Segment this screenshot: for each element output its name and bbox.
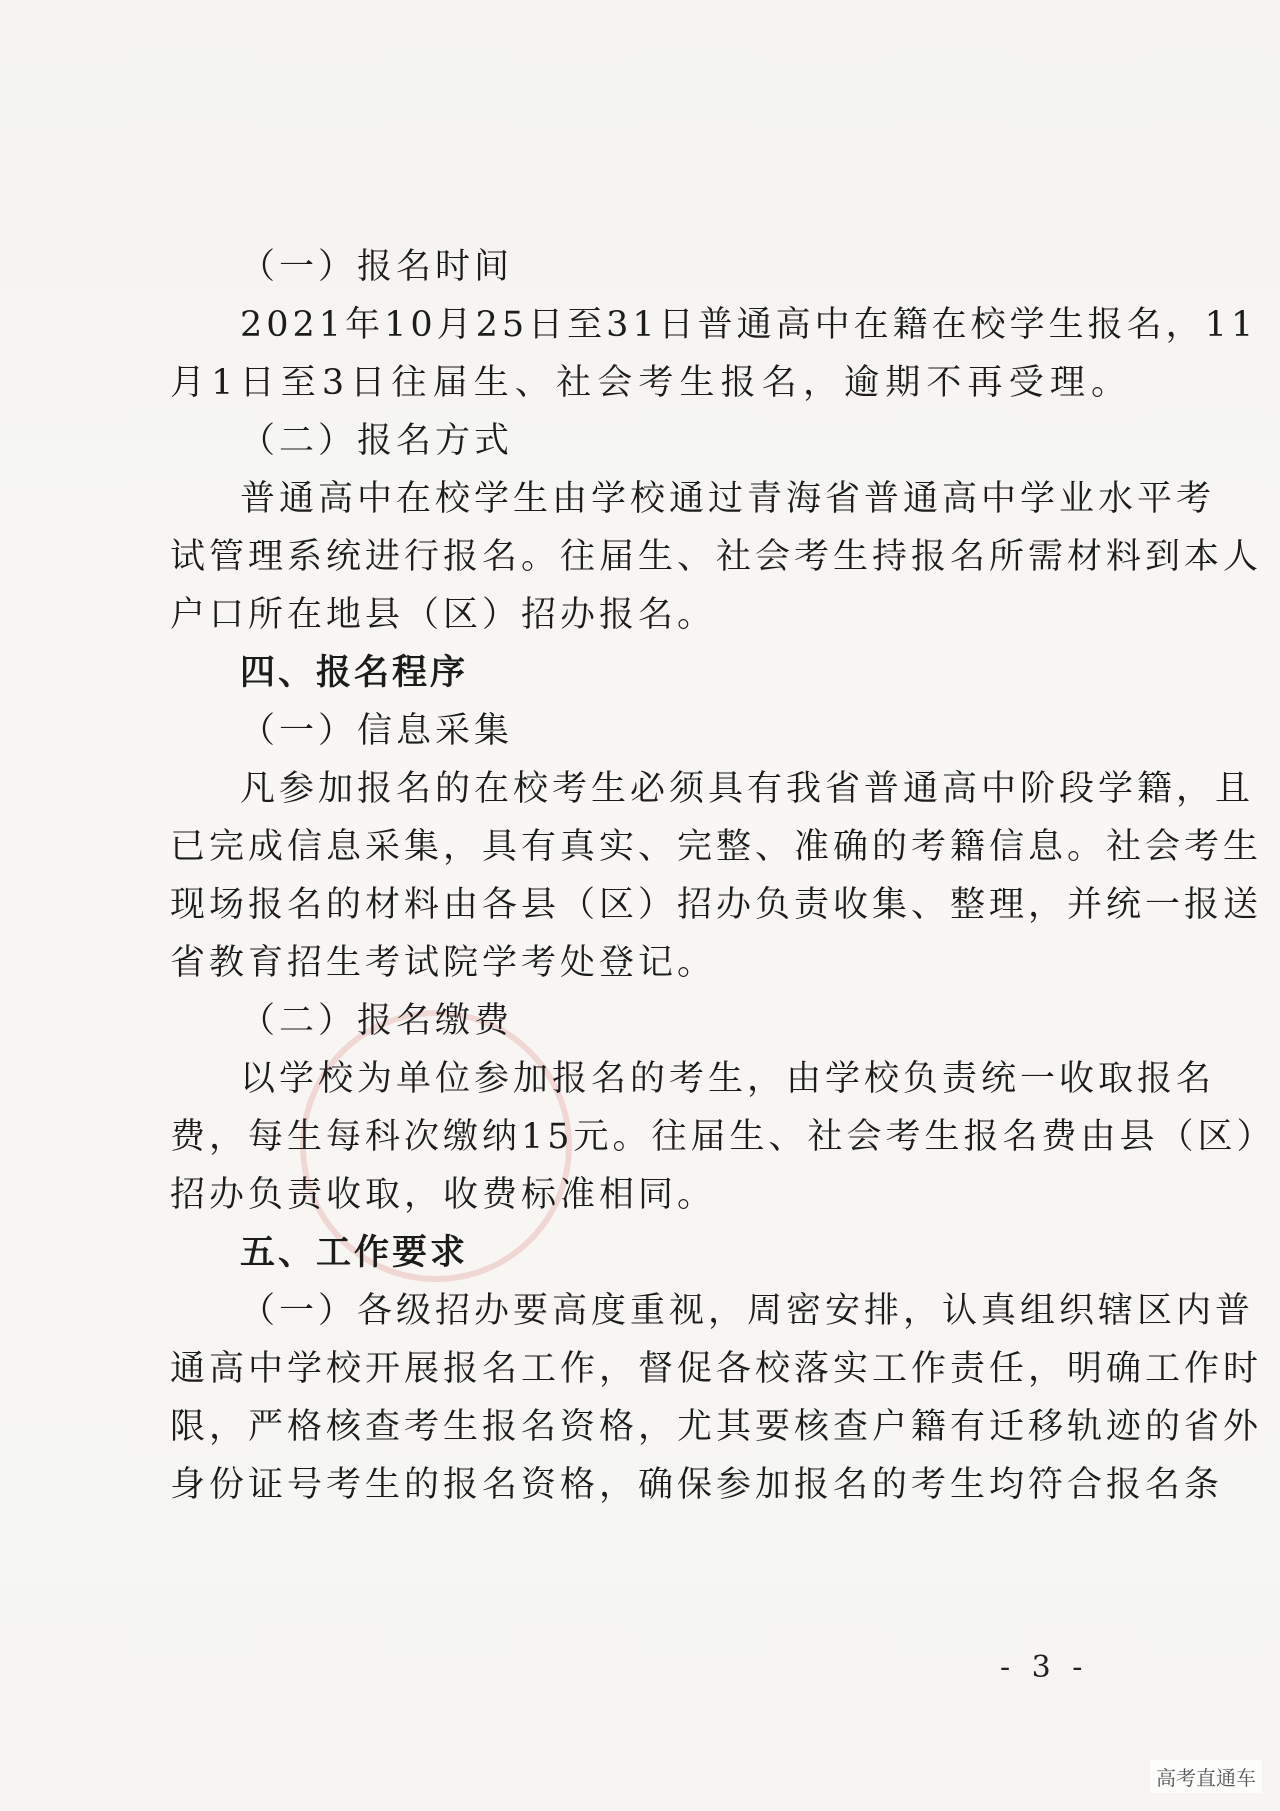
paragraph-line: 已完成信息采集，具有真实、完整、准确的考籍信息。社会考生 — [170, 827, 1263, 867]
paragraph-line: 现场报名的材料由各县（区）招办负责收集、整理，并统一报送 — [170, 885, 1263, 925]
section-heading: 四、报名程序 — [240, 653, 469, 693]
paragraph-line: 凡参加报名的在校考生必须具有我省普通高中阶段学籍，且 — [240, 769, 1255, 809]
paragraph-line: 限，严格核查考生报名资格，尤其要核查户籍有迁移轨迹的省外 — [170, 1407, 1263, 1447]
watermark-label: 高考直通车 — [1150, 1760, 1262, 1793]
paragraph-line: （一）各级招办要高度重视，周密安排，认真组织辖区内普 — [240, 1291, 1255, 1331]
page-number: - 3 - — [1000, 1650, 1089, 1685]
subsection-heading: （二）报名方式 — [240, 421, 514, 461]
subsection-heading: （一）报名时间 — [240, 247, 514, 287]
document-body — [170, 238, 1276, 1514]
paragraph-line: 费，每生每科次缴纳15元。往届生、社会考生报名费由县（区） — [170, 1117, 1276, 1157]
subsection-heading: （一）信息采集 — [240, 711, 514, 751]
paragraph-line: 普通高中在校学生由学校通过青海省普通高中学业水平考 — [240, 479, 1216, 519]
section-heading: 五、工作要求 — [240, 1233, 469, 1273]
paragraph-line: 招办负责收取，收费标准相同。 — [170, 1175, 717, 1215]
paragraph-line: 月1日至3日往届生、社会考生报名，逾期不再受理。 — [170, 363, 1130, 403]
subsection-heading: （二）报名缴费 — [240, 1001, 514, 1041]
paragraph-line: 户口所在地县（区）招办报名。 — [170, 595, 717, 635]
paragraph-line: 身份证号考生的报名资格，确保参加报名的考生均符合报名条 — [170, 1465, 1224, 1505]
paragraph-line: 通高中学校开展报名工作，督促各校落实工作责任，明确工作时 — [170, 1349, 1263, 1389]
paragraph-line: 2021年10月25日至31日普通高中在籍在校学生报名，11 — [240, 305, 1258, 345]
paragraph-line: 以学校为单位参加报名的考生，由学校负责统一收取报名 — [240, 1059, 1216, 1099]
paragraph-line: 省教育招生考试院学考处登记。 — [170, 943, 717, 983]
paragraph-line: 试管理系统进行报名。往届生、社会考生持报名所需材料到本人 — [170, 537, 1263, 577]
